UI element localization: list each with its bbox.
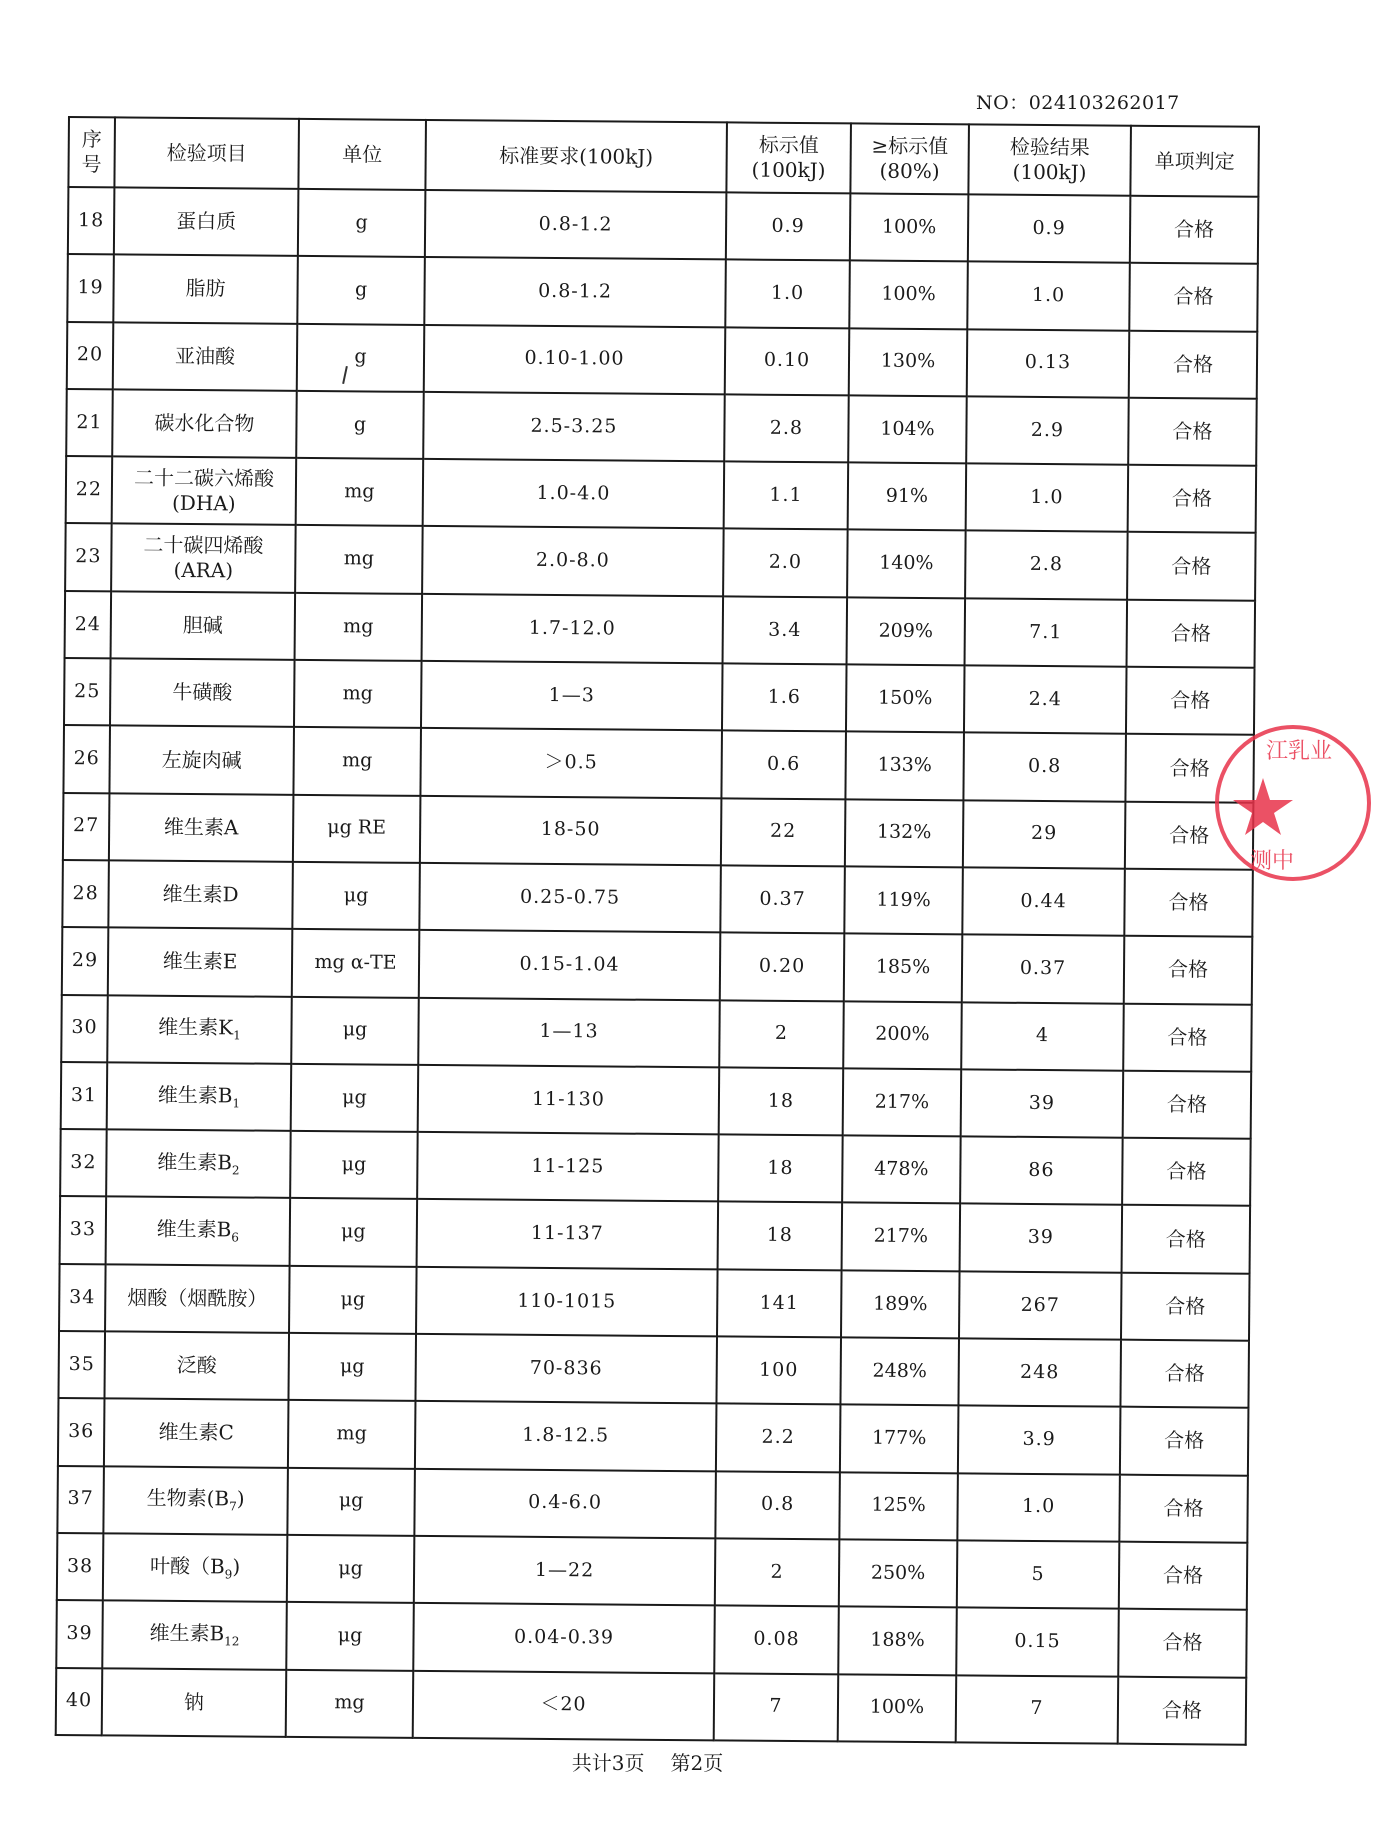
- cell-verdict: 合格: [1118, 1609, 1247, 1677]
- cell-label-value: 0.6: [721, 731, 846, 799]
- seal-text-bottom: 测中: [1250, 849, 1295, 874]
- table-row: [66, 389, 1257, 466]
- cell-unit: μg: [291, 996, 419, 1064]
- cell-result: 39: [960, 1204, 1123, 1273]
- cell-label-value: 0.10: [725, 327, 850, 395]
- item-name: 维生素B: [157, 1149, 233, 1175]
- cell-standard: 11-130: [418, 1065, 720, 1135]
- cell-seq: 37: [57, 1466, 104, 1534]
- cell-label-value: 1.6: [722, 663, 847, 731]
- cell-standard: 1.8-12.5: [415, 1401, 717, 1471]
- cell-verdict: 合格: [1120, 1340, 1249, 1408]
- table-row: [65, 591, 1256, 668]
- cell-verdict: 合格: [1120, 1407, 1249, 1475]
- cell-unit: g: [297, 323, 425, 391]
- cell-label-value: 0.9: [726, 192, 851, 260]
- cell-seq: 29: [62, 927, 109, 995]
- cell-item: 烟酸（烟酰胺）: [105, 1264, 290, 1333]
- table-body: [56, 187, 1259, 1745]
- cell-standard: ＞0.5: [420, 728, 722, 798]
- cell-seq: 34: [59, 1264, 106, 1332]
- cell-standard: 1.7-12.0: [422, 594, 724, 664]
- cell-standard: 18-50: [420, 796, 722, 866]
- cell-item: [112, 457, 297, 526]
- item-name: 维生素B: [149, 1620, 225, 1646]
- cell-label-value: 1.1: [724, 462, 849, 530]
- table-row: [57, 1466, 1248, 1543]
- table-row: [56, 1600, 1247, 1677]
- cell-label-value: 18: [718, 1202, 843, 1270]
- cell-label-value: 2.0: [723, 529, 848, 597]
- cell-result: 4: [961, 1002, 1124, 1071]
- cell-result: 86: [960, 1137, 1123, 1206]
- cell-verdict: 合格: [1121, 1272, 1250, 1340]
- cell-standard: 0.8-1.2: [424, 257, 726, 327]
- cell-unit: g: [298, 189, 426, 257]
- cell-seq: 21: [66, 389, 113, 457]
- cell-result: 3.9: [958, 1406, 1121, 1475]
- cell-ge-label-value: 217%: [842, 1203, 961, 1271]
- cell-seq: 20: [67, 322, 114, 390]
- cell-standard: 1—13: [418, 997, 720, 1067]
- cell-item: 钠: [102, 1668, 287, 1737]
- cell-seq: 30: [61, 995, 108, 1063]
- cell-item: [103, 1533, 288, 1602]
- cell-label-value: 0.8: [715, 1471, 840, 1539]
- cell-seq: 28: [62, 860, 109, 928]
- item-subscript: 1: [233, 1028, 241, 1043]
- header-ge-label-value-line1: ≥标示值: [871, 133, 949, 159]
- cell-item: [106, 1130, 291, 1199]
- cell-seq: 27: [63, 793, 110, 861]
- cell-verdict: 合格: [1129, 263, 1258, 331]
- cell-label-value: 2: [715, 1538, 840, 1606]
- cell-ge-label-value: 150%: [846, 664, 965, 732]
- cell-ge-label-value: 217%: [843, 1068, 962, 1136]
- cell-result: 39: [961, 1069, 1124, 1138]
- item-subscript: 12: [224, 1634, 240, 1649]
- cell-standard: 0.10-1.00: [424, 325, 726, 395]
- cell-ge-label-value: 250%: [839, 1539, 958, 1607]
- cell-ge-label-value: 478%: [842, 1136, 961, 1204]
- table-row: [61, 1062, 1252, 1139]
- cell-seq: 18: [68, 187, 115, 255]
- table-row: [60, 1196, 1251, 1273]
- cell-standard: 11-125: [417, 1132, 719, 1202]
- cell-item: 维生素C: [104, 1399, 289, 1468]
- report-number: NO：024103262017: [976, 92, 1180, 114]
- cell-unit: g: [296, 391, 424, 459]
- table-header-row: [68, 117, 1259, 197]
- header-result-line1: 检验结果: [1009, 134, 1090, 160]
- cell-ge-label-value: 177%: [840, 1405, 959, 1473]
- header-item: 检验项目: [114, 117, 299, 189]
- cell-item: [107, 995, 292, 1064]
- cell-item: 维生素A: [109, 793, 294, 862]
- cell-item: [107, 1062, 292, 1131]
- cell-result: 1.0: [967, 262, 1130, 331]
- table-row: [56, 1667, 1247, 1744]
- cell-seq: 35: [58, 1331, 105, 1399]
- header-ge-label-value-line2: (80%): [879, 158, 940, 184]
- cell-verdict: 合格: [1125, 734, 1254, 802]
- cell-verdict: 合格: [1127, 532, 1256, 600]
- cell-seq: 23: [65, 523, 112, 591]
- cell-unit: μg RE: [293, 795, 421, 863]
- cell-result: 1.0: [966, 464, 1129, 533]
- cell-unit: mg: [288, 1400, 416, 1468]
- cell-seq: 31: [61, 1062, 108, 1130]
- cell-result: 2.9: [966, 396, 1129, 465]
- table-row: [60, 1129, 1251, 1206]
- cell-seq: 32: [60, 1129, 107, 1197]
- table-row: [68, 187, 1259, 264]
- cell-result: 248: [958, 1338, 1121, 1407]
- cell-result: 0.8: [963, 733, 1126, 802]
- cell-ge-label-value: 200%: [843, 1001, 962, 1069]
- cell-item: 二十碳四烯酸(ARA): [111, 524, 296, 593]
- cell-standard: 0.25-0.75: [419, 863, 721, 933]
- cell-verdict: 合格: [1124, 936, 1253, 1004]
- cell-standard: ＜20: [413, 1670, 715, 1740]
- item-subscript: 2: [231, 1163, 240, 1178]
- cell-item: 胆碱: [111, 591, 296, 660]
- header-label-value-line2: (100kJ): [751, 157, 826, 183]
- table-row: [63, 725, 1254, 802]
- cell-label-value: 1.0: [725, 260, 850, 328]
- header-result: [968, 124, 1131, 195]
- cell-standard: 2.0-8.0: [422, 526, 724, 596]
- table-row: [57, 1533, 1248, 1610]
- cell-ge-label-value: 185%: [844, 934, 963, 1002]
- cell-verdict: 合格: [1123, 1071, 1252, 1139]
- cell-item: 维生素D: [108, 860, 293, 929]
- cell-label-value: 18: [718, 1135, 843, 1203]
- cell-verdict: 合格: [1122, 1138, 1251, 1206]
- cell-verdict: 合格: [1122, 1205, 1251, 1273]
- cell-unit: g: [297, 256, 425, 324]
- cell-ge-label-value: 209%: [847, 597, 966, 665]
- cell-verdict: 合格: [1128, 465, 1257, 533]
- cell-ge-label-value: 125%: [839, 1472, 958, 1540]
- cell-label-value: 3.4: [723, 596, 848, 664]
- header-seq: 序号: [68, 117, 115, 187]
- cell-label-value: 100: [716, 1336, 841, 1404]
- cell-item: 碳水化合物: [112, 389, 297, 458]
- cell-label-value: 2.8: [724, 394, 849, 462]
- cell-unit: mg: [296, 458, 424, 526]
- cell-standard: 110-1015: [416, 1267, 718, 1337]
- item-subscript: 6: [231, 1230, 240, 1245]
- cell-item: [106, 1197, 291, 1266]
- cell-label-value: 141: [717, 1269, 842, 1337]
- header-standard: 标准要求(100kJ): [425, 120, 727, 192]
- cell-seq: 36: [58, 1398, 105, 1466]
- cell-item: 亚油酸: [113, 322, 298, 391]
- cell-verdict: 合格: [1125, 801, 1254, 869]
- cell-result: 0.44: [962, 867, 1125, 936]
- cell-result: 0.37: [962, 935, 1125, 1004]
- cell-standard: 2.5-3.25: [423, 392, 725, 462]
- cell-ge-label-value: 104%: [848, 395, 967, 463]
- cell-ge-label-value: 119%: [844, 866, 963, 934]
- item-subscript: 1: [232, 1095, 241, 1110]
- cell-ge-label-value: 132%: [845, 799, 964, 867]
- cell-unit: μg: [291, 1064, 419, 1132]
- cell-result: 29: [963, 800, 1126, 869]
- cell-result: 5: [957, 1540, 1120, 1609]
- cell-label-value: 18: [719, 1067, 844, 1135]
- cell-item: [103, 1466, 288, 1535]
- cell-standard: 70-836: [415, 1334, 717, 1404]
- cell-label-value: 7: [714, 1673, 839, 1741]
- cell-seq: 40: [56, 1667, 103, 1735]
- inspection-results-table: [55, 116, 1260, 1746]
- table-row: [66, 456, 1257, 533]
- cell-unit: mg: [295, 593, 423, 661]
- cell-verdict: 合格: [1118, 1676, 1247, 1745]
- cell-result: 0.9: [968, 194, 1131, 263]
- cell-item: 脂肪: [113, 255, 298, 324]
- cell-unit: μg: [286, 1602, 414, 1670]
- cell-ge-label-value: 91%: [848, 463, 967, 531]
- cell-unit: mg: [293, 727, 421, 795]
- cell-seq: 24: [65, 591, 112, 659]
- cell-standard: 0.8-1.2: [425, 190, 727, 260]
- cell-label-value: 2: [719, 1000, 844, 1068]
- cell-unit: μg: [287, 1535, 415, 1603]
- table-row: [58, 1331, 1249, 1408]
- seal-text-top: 江乳业: [1266, 739, 1333, 764]
- table-row: [58, 1398, 1249, 1475]
- item-name: 叶酸（B: [149, 1553, 225, 1578]
- item-name: 维生素B: [156, 1216, 232, 1242]
- cell-standard: 1—22: [414, 1536, 716, 1606]
- footer-total-pages: 共计3页: [571, 1751, 645, 1775]
- cell-seq: 19: [67, 254, 114, 322]
- cell-result: 0.13: [967, 329, 1130, 398]
- table-row: [63, 793, 1254, 870]
- item-suffix: ): [232, 1553, 241, 1579]
- item-subscript: 9: [224, 1566, 233, 1581]
- item-name-line2: (DHA): [171, 490, 236, 516]
- cell-unit: μg: [287, 1467, 415, 1535]
- header-label-value-line1: 标示值: [758, 132, 819, 158]
- table-row: [61, 995, 1252, 1072]
- cell-item: [102, 1601, 287, 1670]
- cell-item: 泛酸: [104, 1331, 289, 1400]
- cell-label-value: 0.20: [720, 933, 845, 1001]
- cell-unit: mg: [295, 525, 423, 593]
- cell-ge-label-value: 188%: [838, 1607, 957, 1675]
- table-row: [67, 322, 1258, 399]
- cell-verdict: 合格: [1123, 1003, 1252, 1071]
- cell-unit: μg: [288, 1333, 416, 1401]
- footer-current-page: 第2页: [670, 1751, 724, 1775]
- cell-result: 7: [956, 1675, 1119, 1744]
- table-row: [65, 523, 1256, 600]
- item-name: 维生素B: [157, 1082, 233, 1107]
- cell-verdict: 合格: [1124, 869, 1253, 937]
- cell-item: 牛磺酸: [110, 658, 295, 727]
- cell-verdict: 合格: [1129, 330, 1258, 398]
- cell-seq: 22: [66, 456, 113, 524]
- header-verdict: 单项判定: [1130, 126, 1259, 197]
- cell-ge-label-value: 100%: [838, 1674, 957, 1742]
- cell-result: 2.4: [964, 665, 1127, 734]
- header-label-value: [726, 122, 851, 193]
- table-row: [59, 1264, 1250, 1341]
- cell-unit: μg: [290, 1198, 418, 1266]
- cell-ge-label-value: 140%: [847, 530, 966, 598]
- cell-ge-label-value: 189%: [841, 1270, 960, 1338]
- table-row: [62, 860, 1253, 937]
- item-subscript: 7: [229, 1499, 237, 1514]
- cell-standard: 0.4-6.0: [414, 1469, 716, 1539]
- cell-verdict: 合格: [1128, 398, 1257, 466]
- cell-verdict: 合格: [1119, 1542, 1248, 1610]
- cell-label-value: 2.2: [716, 1404, 841, 1472]
- cell-result: 0.15: [956, 1608, 1119, 1677]
- cell-label-value: 22: [721, 798, 846, 866]
- cell-unit: mg: [294, 660, 422, 728]
- cell-unit: μg: [289, 1266, 417, 1334]
- cell-unit: μg: [290, 1131, 418, 1199]
- cell-verdict: 合格: [1127, 599, 1256, 667]
- cell-standard: 11-137: [417, 1199, 719, 1269]
- cell-verdict: 合格: [1119, 1474, 1248, 1542]
- table-row: [67, 254, 1258, 331]
- cell-label-value: 0.37: [720, 865, 845, 933]
- item-name: 维生素K: [158, 1014, 234, 1040]
- cell-verdict: 合格: [1130, 196, 1259, 264]
- item-suffix: ): [236, 1486, 245, 1511]
- header-unit: 单位: [298, 119, 426, 190]
- item-name: 二十二碳六烯酸: [133, 465, 275, 491]
- cell-item: 左旋肉碱: [109, 726, 294, 795]
- item-name: 生物素(B: [146, 1485, 230, 1511]
- cell-seq: 33: [60, 1196, 107, 1264]
- cell-standard: 1.0-4.0: [423, 459, 725, 529]
- header-ge-label-value: [850, 123, 969, 194]
- cell-ge-label-value: 133%: [845, 732, 964, 800]
- cell-seq: 26: [63, 725, 110, 793]
- cell-item: 维生素E: [108, 928, 293, 997]
- cell-ge-label-value: 100%: [849, 261, 968, 329]
- cell-standard: 1—3: [421, 661, 723, 731]
- cell-unit: mg α-TE: [292, 929, 420, 997]
- header-result-line2: (100kJ): [1012, 159, 1087, 185]
- cell-seq: 25: [64, 658, 111, 726]
- cell-unit: mg: [286, 1669, 414, 1738]
- cell-item: 蛋白质: [114, 187, 299, 256]
- cell-ge-label-value: 100%: [850, 193, 969, 261]
- cell-ge-label-value: 130%: [849, 328, 968, 396]
- cell-standard: 0.04-0.39: [413, 1603, 715, 1673]
- cell-seq: 39: [56, 1600, 103, 1668]
- cell-result: 1.0: [957, 1473, 1120, 1542]
- cell-result: 267: [959, 1271, 1122, 1340]
- cell-ge-label-value: 248%: [840, 1337, 959, 1405]
- cell-verdict: 合格: [1126, 667, 1255, 735]
- cell-label-value: 0.08: [714, 1606, 839, 1674]
- cell-result: 2.8: [965, 531, 1128, 600]
- cell-standard: 0.15-1.04: [419, 930, 721, 1000]
- cell-result: 7.1: [965, 598, 1128, 667]
- cell-unit: μg: [292, 862, 420, 930]
- table-row: [62, 927, 1253, 1004]
- table-row: [64, 658, 1255, 735]
- cell-seq: 38: [57, 1533, 104, 1601]
- page-footer: [0, 1747, 1295, 1776]
